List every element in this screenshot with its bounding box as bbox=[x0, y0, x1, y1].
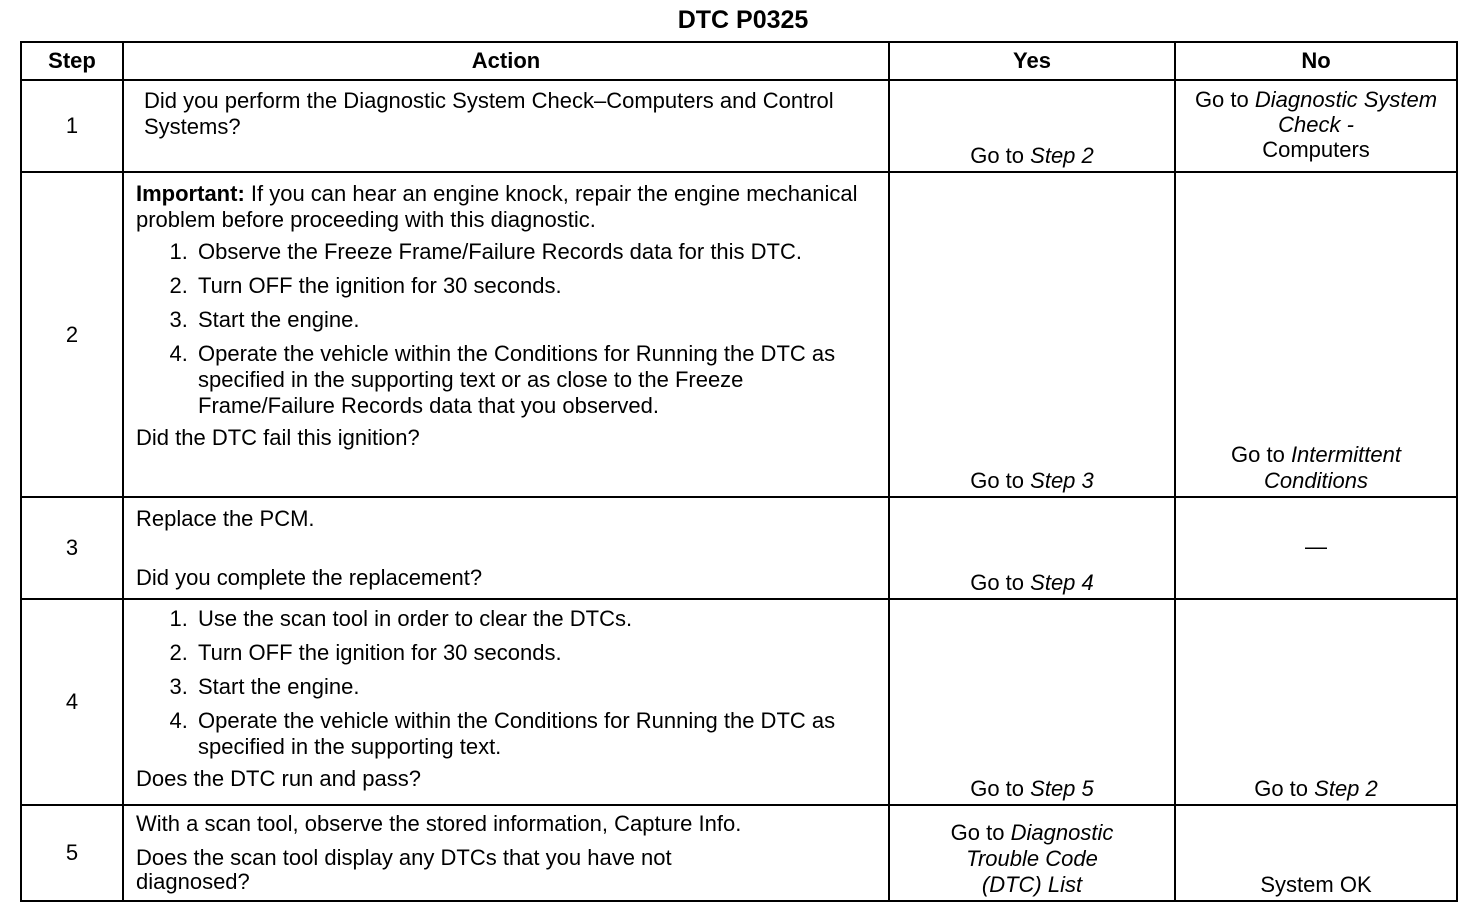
no-prefix: Go to bbox=[1231, 442, 1285, 467]
table-row bbox=[21, 497, 1457, 599]
no-text: System OK bbox=[1260, 872, 1372, 897]
action-text: Replace the PCM. bbox=[136, 506, 315, 531]
list-item: 2. Turn OFF the ignition for 30 seconds. bbox=[194, 273, 878, 299]
question-text: Did you complete the replacement? bbox=[136, 565, 483, 590]
table-row bbox=[21, 805, 1457, 901]
no-link[interactable]: Intermittent Conditions bbox=[1264, 442, 1401, 493]
yes-link[interactable]: Step 3 bbox=[1030, 468, 1094, 493]
list-item: 1. Observe the Freeze Frame/Failure Records data for this DTC. bbox=[194, 239, 878, 265]
procedure-list bbox=[136, 606, 878, 760]
action-text: With a scan tool, observe the stored information, Capture Info. bbox=[136, 811, 742, 836]
header-step: Step bbox=[21, 42, 123, 80]
question-text: Does the scan tool display any DTCs that you have not diagnosed? bbox=[136, 845, 672, 894]
action-cell bbox=[123, 172, 889, 497]
no-cell bbox=[1175, 805, 1457, 901]
step-number: 3 bbox=[21, 497, 123, 599]
no-cell bbox=[1175, 80, 1457, 172]
no-cell bbox=[1175, 497, 1457, 599]
question-text: Did the DTC fail this ignition? bbox=[136, 425, 420, 450]
yes-cell bbox=[889, 805, 1175, 901]
table-row bbox=[21, 599, 1457, 805]
yes-prefix: Go to bbox=[970, 143, 1025, 168]
list-item: 4. Operate the vehicle within the Conditions for Running the DTC as specified in the supporting text or as close to the Freeze Frame/Failure Records data that you observed. bbox=[194, 341, 878, 419]
yes-link[interactable]: Step 4 bbox=[1030, 570, 1094, 595]
step-number: 2 bbox=[21, 172, 123, 497]
no-prefix: Go to bbox=[1194, 87, 1249, 112]
question-text: Does the DTC run and pass? bbox=[136, 766, 421, 791]
important-text: If you can hear an engine knock, repair the engine mechanical problem before proceeding with this diagnostic. bbox=[136, 181, 858, 232]
yes-prefix: Go to bbox=[950, 820, 1005, 845]
action-cell bbox=[123, 805, 889, 901]
yes-cell bbox=[889, 172, 1175, 497]
page-title: DTC P0325 bbox=[677, 6, 809, 34]
header-yes: Yes bbox=[889, 42, 1175, 80]
action-cell bbox=[123, 80, 889, 172]
action-cell bbox=[123, 599, 889, 805]
header-row bbox=[21, 42, 1457, 80]
no-text: — bbox=[1305, 534, 1327, 559]
yes-link[interactable]: Step 2 bbox=[1030, 143, 1094, 168]
no-prefix: Go to bbox=[1254, 776, 1309, 801]
yes-cell bbox=[889, 80, 1175, 172]
procedure-list bbox=[136, 239, 878, 419]
no-link[interactable]: Step 2 bbox=[1314, 776, 1378, 801]
step-number: 4 bbox=[21, 599, 123, 805]
yes-cell bbox=[889, 497, 1175, 599]
no-cell bbox=[1175, 599, 1457, 805]
yes-prefix: Go to bbox=[970, 776, 1025, 801]
yes-link[interactable]: Diagnostic Trouble Code (DTC) List bbox=[966, 820, 1114, 897]
list-item: 2. Turn OFF the ignition for 30 seconds. bbox=[194, 640, 878, 666]
yes-cell bbox=[889, 599, 1175, 805]
no-cell bbox=[1175, 172, 1457, 497]
important-label: Important: bbox=[136, 181, 245, 206]
list-item: 1. Use the scan tool in order to clear the DTCs. bbox=[194, 606, 878, 632]
list-item: 3. Start the engine. bbox=[194, 307, 878, 333]
important-note bbox=[136, 181, 878, 233]
yes-prefix: Go to bbox=[970, 570, 1025, 595]
dtc-table bbox=[20, 41, 1458, 902]
header-no: No bbox=[1175, 42, 1457, 80]
no-suffix: Computers bbox=[1262, 137, 1370, 162]
list-item: 3. Start the engine. bbox=[194, 674, 878, 700]
yes-link[interactable]: Step 5 bbox=[1030, 776, 1094, 801]
yes-prefix: Go to bbox=[970, 468, 1025, 493]
header-action: Action bbox=[123, 42, 889, 80]
step-number: 5 bbox=[21, 805, 123, 901]
list-item: 4. Operate the vehicle within the Conditions for Running the DTC as specified in the supporting text. bbox=[194, 708, 878, 760]
question-text: Did you perform the Diagnostic System Check–Computers and Control Systems? bbox=[144, 88, 834, 139]
action-cell bbox=[123, 497, 889, 599]
table-row bbox=[21, 80, 1457, 172]
step-number: 1 bbox=[21, 80, 123, 172]
no-link[interactable]: Diagnostic System Check - bbox=[1254, 87, 1438, 137]
table-row bbox=[21, 172, 1457, 497]
